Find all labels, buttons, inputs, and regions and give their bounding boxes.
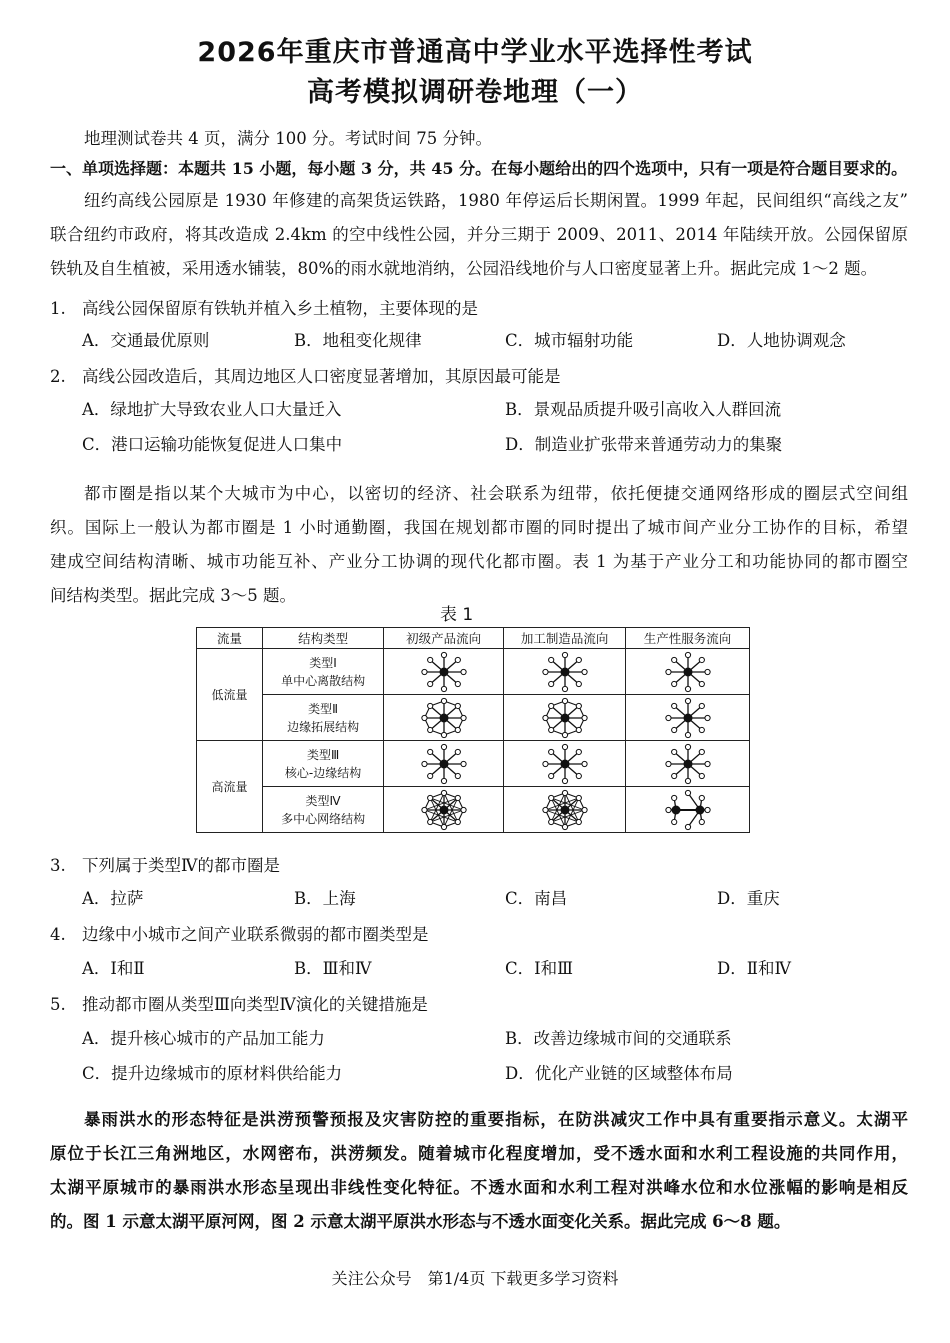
edge-city-node: [699, 819, 704, 824]
type-desc: 多中心网络结构: [281, 811, 366, 826]
edge-city-node: [455, 657, 460, 662]
diagram-cell: [384, 787, 504, 833]
edge-city-node: [576, 703, 581, 708]
edge-city-node: [542, 669, 547, 674]
edge-city-node: [441, 824, 446, 829]
star-diagram: [412, 650, 476, 694]
edge-city-node: [671, 749, 676, 754]
core-city-node: [439, 805, 448, 814]
type-name: 类型Ⅳ: [305, 793, 341, 808]
diagram-cell: [504, 695, 626, 741]
core-city-node: [560, 713, 569, 722]
q3-option-d[interactable]: D．重庆: [717, 889, 780, 908]
table-header: 流量: [197, 628, 263, 649]
core-city-node: [560, 667, 569, 676]
edge-city-node: [576, 727, 581, 732]
diagram-cell: [384, 649, 504, 695]
edge-city-node: [455, 703, 460, 708]
type-name: 类型Ⅲ: [306, 747, 340, 762]
core-city-node: [695, 805, 704, 814]
edge-city-node: [699, 795, 704, 800]
edge-city-node: [427, 727, 432, 732]
edge-city-node: [685, 652, 690, 657]
edge-city-node: [427, 657, 432, 662]
edge-city-node: [562, 686, 567, 691]
edge-city-node: [548, 749, 553, 754]
exam-intro: 地理测试卷共 4 页，满分 100 分。考试时间 75 分钟。: [84, 129, 492, 148]
edge-city-node: [576, 681, 581, 686]
edge-city-node: [671, 703, 676, 708]
edge-city-node: [455, 681, 460, 686]
edge-city-node: [441, 732, 446, 737]
passage-line: 的。图 1 示意太湖平原河网，图 2 示意太湖平原洪水形态与不透水面变化关系。据此完成 6～8 题。: [50, 1212, 791, 1231]
edge-city-node: [576, 819, 581, 824]
edge-city-node: [421, 761, 426, 766]
type-4-cell: [263, 787, 384, 833]
edge-city-node: [576, 773, 581, 778]
edge-city-node: [665, 807, 670, 812]
edge-city-node: [542, 761, 547, 766]
exam-title-line2: 高考模拟调研卷地理（一）: [307, 77, 643, 108]
q4-option-c[interactable]: C．Ⅰ和Ⅲ: [505, 959, 574, 978]
passage-line: 建成空间结构清晰、城市功能互补、产业分工协调的现代化都市圈。表 1 为基于产业分工和功能协同的都市圈空: [50, 552, 908, 571]
edge-city-node: [455, 749, 460, 754]
edge-city-node: [671, 795, 676, 800]
q1-option-c[interactable]: C．城市辐射功能: [505, 331, 634, 350]
exam-title-line1: 2026年重庆市普通高中学业水平选择性考试: [197, 37, 753, 68]
passage-line: 铁轨及自生植被，采用透水铺装，80%的雨水就地消纳，公园沿线地价与人口密度显著上升。据此完成 1～2 题。: [50, 259, 878, 278]
diagram-cell: [626, 649, 750, 695]
edge-city-node: [461, 807, 466, 812]
q2-option-a[interactable]: A．绿地扩大导致农业人口大量迁入: [82, 400, 342, 419]
question-stem: 高线公园改造后，其周边地区人口密度显著增加，其原因最可能是: [82, 367, 561, 386]
edge-city-node: [542, 715, 547, 720]
edge-city-node: [671, 819, 676, 824]
q5-option-d[interactable]: D．优化产业链的区域整体布局: [505, 1064, 733, 1083]
edge-city-node: [699, 681, 704, 686]
diagram-cell: [626, 695, 750, 741]
type-name: 类型Ⅱ: [308, 701, 339, 716]
edge-city-node: [699, 773, 704, 778]
question-2: [50, 366, 561, 388]
edge-city-node: [699, 703, 704, 708]
edge-city-node: [548, 795, 553, 800]
table-header: 初级产品流向: [384, 628, 504, 649]
edge-city-node: [671, 657, 676, 662]
edge-city-node: [461, 715, 466, 720]
q5-option-b[interactable]: B．改善边缘城市间的交通联系: [505, 1029, 732, 1048]
edge-city-node: [685, 824, 690, 829]
edge-city-node: [441, 686, 446, 691]
core-city-node: [439, 713, 448, 722]
dual-core-diagram: [656, 788, 720, 832]
edge-city-node: [685, 744, 690, 749]
edge-city-node: [441, 790, 446, 795]
edge-city-node: [699, 727, 704, 732]
edge-city-node: [685, 686, 690, 691]
passage-flood: [50, 1103, 908, 1239]
table-header: 加工制造品流向: [504, 628, 626, 649]
structure-table: [196, 627, 750, 833]
edge-city-node: [455, 819, 460, 824]
edge-city-node: [427, 681, 432, 686]
edge-city-node: [562, 744, 567, 749]
core-city-node: [683, 713, 692, 722]
q2-option-c[interactable]: C．港口运输功能恢复促进人口集中: [82, 435, 343, 454]
q2-option-d[interactable]: D．制造业扩张带来普通劳动力的集聚: [505, 435, 783, 454]
question-stem: 推动都市圈从类型Ⅲ向类型Ⅳ演化的关键措施是: [82, 995, 428, 1014]
edge-city-node: [685, 698, 690, 703]
edge-city-node: [562, 824, 567, 829]
edge-city-node: [699, 749, 704, 754]
page-footer: 关注公众号 第1/4页 下载更多学习资料: [331, 1269, 619, 1288]
passage-line: 原位于长江三角洲地区，水网密布，洪涝频发。随着城市化程度增加，受不透水面和水利工程设施的共同作用，: [50, 1144, 908, 1163]
q4-option-d[interactable]: D．Ⅱ和Ⅳ: [717, 959, 791, 978]
flow-low-cell: 低流量: [197, 649, 263, 741]
edge-city-node: [455, 795, 460, 800]
edge-city-node: [576, 657, 581, 662]
passage-line: 纽约高线公园原是 1930 年修建的高架货运铁路，1980 年停运后长期闲置。1999 年起，民间组织“高线之友”: [84, 191, 908, 210]
edge-city-node: [665, 669, 670, 674]
core-city-node: [683, 759, 692, 768]
diagram-cell: [384, 741, 504, 787]
edge-city-node: [427, 773, 432, 778]
q4-option-b[interactable]: B．Ⅲ和Ⅳ: [294, 959, 372, 978]
q3-option-b[interactable]: B．上海: [294, 889, 356, 908]
core-city-node: [683, 667, 692, 676]
type-desc: 核心-边缘结构: [284, 765, 362, 780]
question-number: 4.: [50, 925, 66, 944]
star-diagram: [533, 742, 597, 786]
edge-city-node: [562, 790, 567, 795]
edge-city-node: [665, 761, 670, 766]
edge-city-node: [455, 773, 460, 778]
edge-city-node: [582, 669, 587, 674]
edge-city-node: [704, 669, 709, 674]
network-diagram: [412, 788, 476, 832]
edge-city-node: [671, 681, 676, 686]
diagram-cell: [504, 741, 626, 787]
edge-city-node: [582, 761, 587, 766]
network-diagram: [533, 788, 597, 832]
diagram-cell: [504, 649, 626, 695]
question-stem: 边缘中小城市之间产业联系微弱的都市圈类型是: [82, 925, 429, 944]
q5-option-a[interactable]: A．提升核心城市的产品加工能力: [82, 1029, 325, 1048]
type-2-cell: [263, 695, 384, 741]
edge-city-node: [548, 703, 553, 708]
edge-city-node: [699, 657, 704, 662]
edge-city-node: [421, 715, 426, 720]
type-name: 类型Ⅰ: [309, 655, 337, 670]
star-diagram: [656, 650, 720, 694]
passage-line: 暴雨洪水的形态特征是洪涝预警预报及灾害防控的重要指标，在防洪减灾工作中具有重要指示意义。太湖平: [84, 1110, 908, 1129]
edge-city-node: [548, 773, 553, 778]
core-city-node: [560, 759, 569, 768]
question-number: 5.: [50, 995, 66, 1014]
question-number: 1.: [50, 299, 66, 318]
edge-city-node: [548, 681, 553, 686]
edge-city-node: [576, 749, 581, 754]
passage-line: 织。国际上一般认为都市圈是 1 小时通勤圈，我国在规划都市圈的同时提出了城市间产业分工协作的目标，希望: [50, 518, 908, 537]
table-header: 结构类型: [263, 628, 384, 649]
table-caption: 表 1: [440, 605, 474, 625]
table-header: 生产性服务流向: [626, 628, 750, 649]
q1-option-b[interactable]: B．地租变化规律: [294, 331, 422, 350]
diagram-cell: [626, 741, 750, 787]
edge-city-node: [704, 761, 709, 766]
question-1: [50, 298, 478, 320]
edge-city-node: [562, 732, 567, 737]
q3-option-a[interactable]: A．拉萨: [82, 889, 144, 908]
star-diagram: [656, 742, 720, 786]
edge-city-node: [548, 727, 553, 732]
edge-city-node: [427, 819, 432, 824]
question-number: 2.: [50, 367, 66, 386]
ring-diagram: [412, 696, 476, 740]
question-4: [50, 924, 429, 946]
question-3: [50, 855, 280, 877]
q2-option-b[interactable]: B．景观品质提升吸引高收入人群回流: [505, 400, 782, 419]
edge-city-node: [421, 669, 426, 674]
q5-option-c[interactable]: C．提升边缘城市的原材料供给能力: [82, 1064, 343, 1083]
edge-city-node: [685, 732, 690, 737]
passage-metropolitan: [50, 477, 908, 613]
edge-city-node: [704, 807, 709, 812]
edge-city-node: [441, 698, 446, 703]
edge-city-node: [582, 715, 587, 720]
core-city-node: [560, 805, 569, 814]
q1-option-a[interactable]: A．交通最优原则: [82, 331, 210, 350]
star-diagram: [656, 696, 720, 740]
passage-line: 间结构类型。据此完成 3～5 题。: [50, 586, 296, 605]
passage-highline: [50, 184, 908, 286]
edge-city-node: [461, 761, 466, 766]
edge-city-node: [576, 795, 581, 800]
diagram-cell: [626, 787, 750, 833]
edge-city-node: [427, 703, 432, 708]
q3-option-c[interactable]: C．南昌: [505, 889, 568, 908]
q4-option-a[interactable]: A．Ⅰ和Ⅱ: [82, 959, 145, 978]
edge-city-node: [441, 744, 446, 749]
edge-city-node: [542, 807, 547, 812]
diagram-cell: [384, 695, 504, 741]
edge-city-node: [562, 652, 567, 657]
q1-option-d[interactable]: D．人地协调观念: [717, 331, 846, 350]
flow-high-cell: 高流量: [197, 741, 263, 833]
ring-diagram: [533, 696, 597, 740]
edge-city-node: [685, 778, 690, 783]
edge-city-node: [441, 652, 446, 657]
question-5: [50, 994, 428, 1016]
edge-city-node: [421, 807, 426, 812]
edge-city-node: [548, 819, 553, 824]
edge-city-node: [665, 715, 670, 720]
type-desc: 单中心离散结构: [281, 673, 366, 688]
star-diagram: [533, 650, 597, 694]
diagram-cell: [504, 787, 626, 833]
question-stem: 高线公园保留原有铁轨并植入乡土植物，主要体现的是: [82, 299, 478, 318]
edge-city-node: [427, 795, 432, 800]
edge-city-node: [582, 807, 587, 812]
edge-city-node: [455, 727, 460, 732]
edge-city-node: [461, 669, 466, 674]
passage-line: 都市圈是指以某个大城市为中心，以密切的经济、社会联系为纽带，依托便捷交通网络形成的圈层式空间组: [84, 484, 908, 503]
type-1-cell: [263, 649, 384, 695]
edge-city-node: [671, 727, 676, 732]
edge-city-node: [671, 773, 676, 778]
core-city-node: [439, 759, 448, 768]
edge-city-node: [685, 790, 690, 795]
core-city-node: [439, 667, 448, 676]
edge-city-node: [441, 778, 446, 783]
passage-line: 联合纽约市政府，将其改造成 2.4km 的空中线性公园，并分三期于 2009、2011、2014 年陆续开放。公园保留原: [50, 225, 908, 244]
question-stem: 下列属于类型Ⅳ的都市圈是: [82, 856, 280, 875]
edge-city-node: [427, 749, 432, 754]
section-heading: 一、单项选择题：本题共 15 小题，每小题 3 分，共 45 分。在每小题给出的四个选项中，只有一项是符合题目要求的。: [50, 159, 908, 178]
question-number: 3.: [50, 856, 66, 875]
type-desc: 边缘拓展结构: [287, 719, 360, 734]
edge-city-node: [562, 778, 567, 783]
edge-city-node: [562, 698, 567, 703]
core-city-node: [671, 805, 680, 814]
star-diagram: [412, 742, 476, 786]
edge-city-node: [548, 657, 553, 662]
type-3-cell: [263, 741, 384, 787]
edge-city-node: [704, 715, 709, 720]
passage-line: 太湖平原城市的暴雨洪水形态呈现出非线性变化特征。不透水面和水利工程对洪峰水位和水位涨幅的影响是相反: [50, 1178, 908, 1197]
